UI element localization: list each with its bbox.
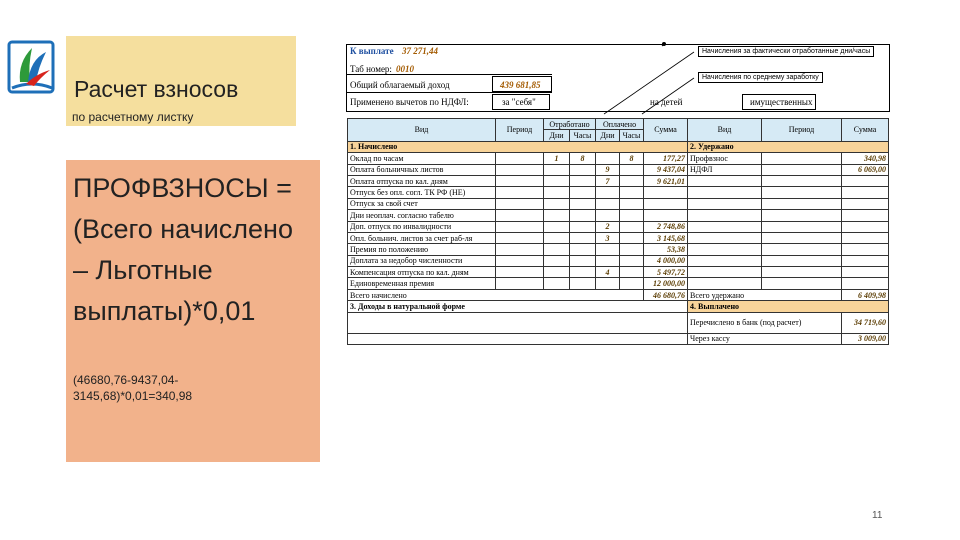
deduction-period [762, 221, 842, 232]
accrual-paid-hours [620, 210, 644, 221]
callout-average: Начисления по среднему заработку [698, 72, 823, 83]
accrual-worked-days [544, 164, 570, 175]
accrual-worked-days [544, 232, 570, 243]
accrual-paid-days [596, 153, 620, 164]
accrual-sum [644, 187, 688, 198]
deduction-period [762, 153, 842, 164]
total-accrued-label: Всего начислено [348, 289, 644, 300]
accrual-paid-hours [620, 232, 644, 243]
header-hours: Часы [570, 130, 596, 141]
accrual-worked-hours [570, 267, 596, 278]
accrual-row [348, 198, 889, 209]
accrual-worked-days [544, 267, 570, 278]
deduction-name [688, 244, 762, 255]
accrual-worked-hours [570, 255, 596, 266]
accrual-worked-hours [570, 221, 596, 232]
accrual-period [496, 164, 544, 175]
deduction-name: Профвзнос [688, 153, 762, 164]
accrual-period [496, 210, 544, 221]
deduction-sum [842, 278, 889, 289]
accrual-paid-hours [620, 164, 644, 175]
payslip-image [342, 40, 898, 468]
slide-title: Расчет взносов [74, 76, 239, 102]
to-pay-label: К выплате [350, 46, 394, 56]
deduction-name [688, 210, 762, 221]
accrual-paid-hours [620, 267, 644, 278]
header-vid: Вид [348, 119, 496, 142]
deduction-sum [842, 232, 889, 243]
deduction-sum [842, 244, 889, 255]
accrual-name: Дни неоплач. согласно табелю [348, 210, 496, 221]
deduction-sum [842, 175, 889, 186]
accrual-paid-hours [620, 278, 644, 289]
accrual-paid-hours [620, 255, 644, 266]
accrual-paid-hours [620, 175, 644, 186]
deduction-sum [842, 267, 889, 278]
total-deducted-value: 6 409,98 [842, 289, 889, 300]
accrual-worked-days [544, 210, 570, 221]
accrual-row [348, 278, 889, 289]
accrual-worked-days [544, 198, 570, 209]
accrual-sum: 53,38 [644, 244, 688, 255]
paid-bank-value: 34 719,60 [842, 312, 889, 333]
deduction-sum [842, 187, 889, 198]
accrual-paid-hours [620, 244, 644, 255]
deduction-name [688, 267, 762, 278]
accrual-sum: 4 000,00 [644, 255, 688, 266]
section-accrued: 1. Начислено [348, 141, 688, 152]
page-number: 11 [872, 510, 883, 521]
accrual-paid-days: 2 [596, 221, 620, 232]
payslip-table [347, 118, 889, 345]
accrual-paid-days: 9 [596, 164, 620, 175]
accrual-worked-hours [570, 244, 596, 255]
accrual-period [496, 187, 544, 198]
deduction-property: имущественных [750, 97, 813, 107]
accrual-paid-days [596, 278, 620, 289]
accrual-worked-hours [570, 198, 596, 209]
accrual-name: Доп. отпуск по инвалидности [348, 221, 496, 232]
section-row [348, 141, 889, 152]
deduction-period [762, 267, 842, 278]
deduction-self: за "себя" [502, 97, 536, 107]
accrual-sum: 9 621,01 [644, 175, 688, 186]
section-row [348, 301, 889, 312]
accrual-name: Компенсация отпуска по кал. дням [348, 267, 496, 278]
accrual-paid-hours: 8 [620, 153, 644, 164]
deduction-name: НДФЛ [688, 164, 762, 175]
callout-arrows [342, 40, 898, 130]
accrual-name: Премия по положению [348, 244, 496, 255]
accrual-row [348, 164, 889, 175]
deduction-name [688, 221, 762, 232]
accrual-name: Оплата отпуска по кал. дням [348, 175, 496, 186]
accrual-worked-hours [570, 232, 596, 243]
deduction-period [762, 187, 842, 198]
accrual-period [496, 198, 544, 209]
deduction-sum [842, 255, 889, 266]
accrual-row [348, 267, 889, 278]
accrual-worked-hours: 8 [570, 153, 596, 164]
accrual-period [496, 267, 544, 278]
deduction-sum [842, 221, 889, 232]
section-paid: 4. Выплачено [688, 301, 889, 312]
accrual-row [348, 255, 889, 266]
deduction-label: Применено вычетов по НДФЛ: [350, 97, 469, 107]
accrual-paid-days [596, 244, 620, 255]
header-days-paid: Дни [596, 130, 620, 141]
accrual-period [496, 232, 544, 243]
accrual-paid-days: 7 [596, 175, 620, 186]
section-deducted: 2. Удержано [688, 141, 889, 152]
accrual-row [348, 210, 889, 221]
deduction-name [688, 198, 762, 209]
totals-row [348, 289, 889, 300]
header-worked: Отработано [544, 119, 596, 130]
accrual-sum: 5 497,72 [644, 267, 688, 278]
header-days: Дни [544, 130, 570, 141]
accrual-paid-hours [620, 221, 644, 232]
to-pay-value: 37 271,44 [402, 46, 438, 56]
accrual-name: Единовременная премия [348, 278, 496, 289]
accrual-row [348, 175, 889, 186]
accrual-period [496, 221, 544, 232]
deduction-period [762, 255, 842, 266]
accrual-sum [644, 210, 688, 221]
accrual-paid-days: 3 [596, 232, 620, 243]
calculation-text: (46680,76-9437,04-3145,68)*0,01=340,98 [73, 373, 193, 403]
header-sum-2: Сумма [842, 119, 889, 142]
total-accrued-value: 46 680,76 [644, 289, 688, 300]
accrual-period [496, 153, 544, 164]
deduction-period [762, 175, 842, 186]
accrual-paid-days [596, 198, 620, 209]
accrual-worked-days [544, 255, 570, 266]
accrual-worked-hours [570, 175, 596, 186]
deduction-period [762, 244, 842, 255]
accrual-name: Отпуск за свой счет [348, 198, 496, 209]
accrual-paid-days [596, 210, 620, 221]
accrual-paid-days [596, 187, 620, 198]
section-in-kind: 3. Доходы в натуральной форме [348, 301, 688, 312]
income-label: Общий облагаемый доход [350, 80, 450, 90]
accrual-sum [644, 198, 688, 209]
deduction-period [762, 232, 842, 243]
accrual-worked-days [544, 244, 570, 255]
deduction-sum [842, 198, 889, 209]
header-period-2: Период [762, 119, 842, 142]
header-row [348, 119, 889, 130]
paid-cash-value: 3 009,00 [842, 333, 889, 344]
accrual-name: Отпуск без опл. согл. ТК РФ (НЕ) [348, 187, 496, 198]
accrual-worked-days [544, 175, 570, 186]
paid-cash-label: Через кассу [688, 333, 842, 344]
accrual-sum: 2 748,86 [644, 221, 688, 232]
accrual-period [496, 255, 544, 266]
accrual-name: Доплата за недобор численности [348, 255, 496, 266]
accrual-name: Оклад по часам [348, 153, 496, 164]
accrual-worked-days: 1 [544, 153, 570, 164]
header-sum: Сумма [644, 119, 688, 142]
tab-number-value: 0010 [396, 64, 414, 74]
header-paid: Оплачено [596, 119, 644, 130]
accrual-worked-hours [570, 278, 596, 289]
formula-text: ПРОФВЗНОСЫ = (Всего начислено – Льготные выплаты)*0,01 [73, 173, 293, 326]
deduction-children: на детей [650, 97, 683, 107]
accrual-name: Оплата больничных листов [348, 164, 496, 175]
total-deducted-label: Всего удержано [688, 289, 842, 300]
accrual-worked-hours [570, 187, 596, 198]
accrual-sum: 12 000,00 [644, 278, 688, 289]
accrual-paid-days [596, 255, 620, 266]
accrual-sum: 177,27 [644, 153, 688, 164]
accrual-period [496, 244, 544, 255]
accrual-row [348, 232, 889, 243]
deduction-name [688, 255, 762, 266]
header-hours-paid: Часы [620, 130, 644, 141]
header-vid-2: Вид [688, 119, 762, 142]
deduction-period [762, 278, 842, 289]
accrual-row [348, 187, 889, 198]
accrual-row [348, 153, 889, 164]
tab-number-label: Таб номер: [350, 64, 392, 74]
accrual-sum: 9 437,04 [644, 164, 688, 175]
paid-row [348, 312, 889, 333]
accrual-row [348, 244, 889, 255]
accrual-worked-days [544, 278, 570, 289]
union-logo-icon [6, 36, 64, 96]
slide-subtitle: по расчетному листку [72, 110, 194, 124]
accrual-worked-days [544, 187, 570, 198]
accrual-worked-days [544, 221, 570, 232]
formula-panel [66, 160, 320, 462]
deduction-period [762, 210, 842, 221]
title-panel [66, 36, 296, 126]
paid-bank-label: Перечислено в банк (под расчет) [688, 312, 842, 333]
accrual-paid-days: 4 [596, 267, 620, 278]
deduction-period [762, 164, 842, 175]
accrual-row [348, 221, 889, 232]
deduction-period [762, 198, 842, 209]
accrual-paid-hours [620, 198, 644, 209]
header-period: Период [496, 119, 544, 142]
callout-actual: Начисления за фактически отработанные дни/часы [698, 46, 874, 57]
deduction-name [688, 175, 762, 186]
accrual-period [496, 278, 544, 289]
accrual-name: Опл. больнич. листов за счет раб-ля [348, 232, 496, 243]
accrual-worked-hours [570, 164, 596, 175]
deduction-name [688, 187, 762, 198]
income-value: 439 681,85 [500, 80, 541, 90]
deduction-name [688, 232, 762, 243]
accrual-worked-hours [570, 210, 596, 221]
accrual-period [496, 175, 544, 186]
accrual-sum: 3 145,68 [644, 232, 688, 243]
deduction-sum: 6 069,00 [842, 164, 889, 175]
deduction-name [688, 278, 762, 289]
paid-row [348, 333, 889, 344]
accrual-paid-hours [620, 187, 644, 198]
deduction-sum: 340,98 [842, 153, 889, 164]
deduction-sum [842, 210, 889, 221]
